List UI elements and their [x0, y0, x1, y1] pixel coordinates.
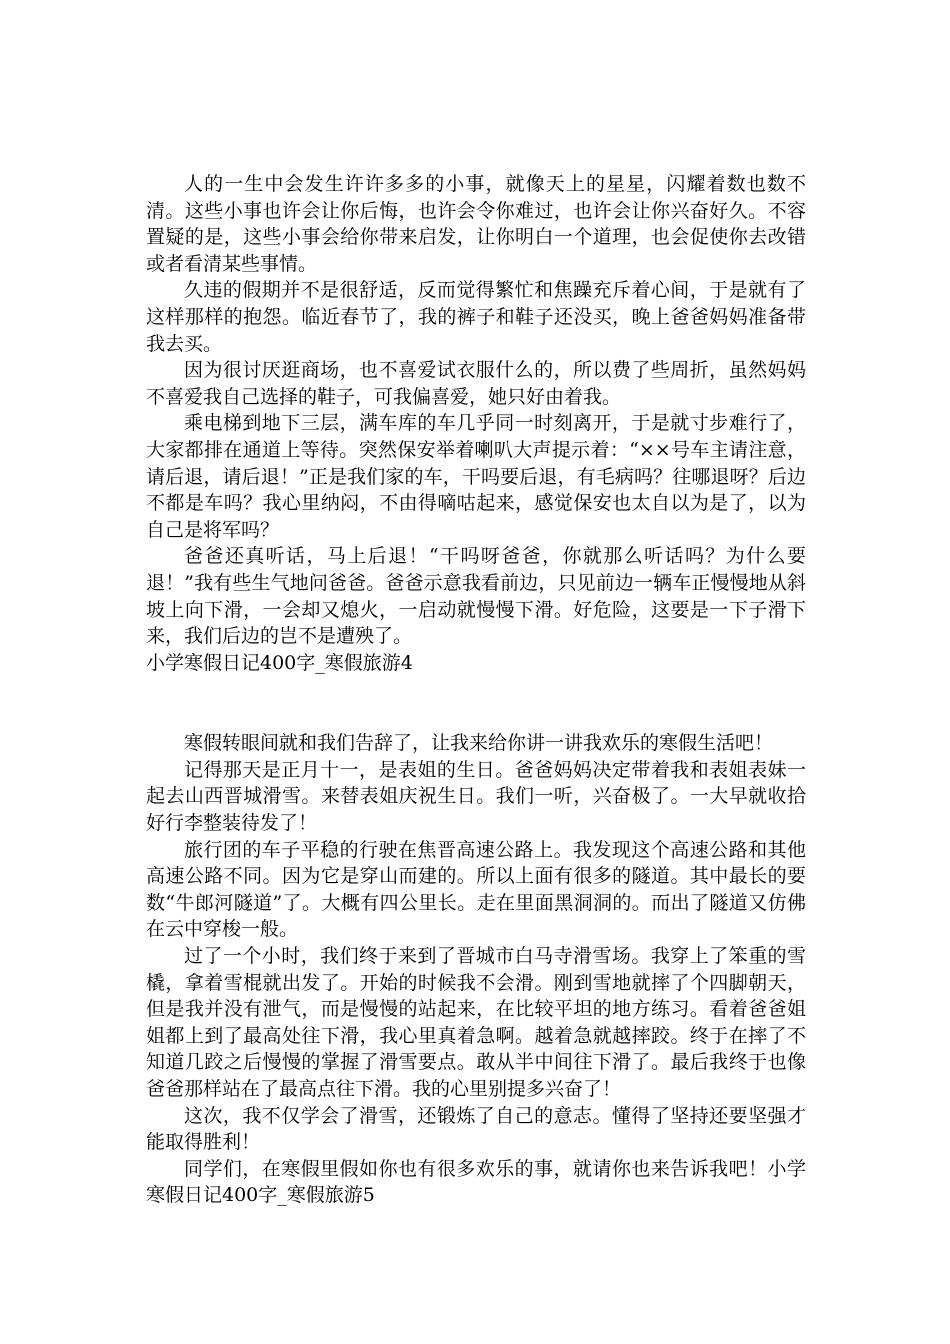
paragraph-with-title — [146, 1156, 806, 1209]
paragraph: 久违的假期并不是很舒适，反而觉得繁忙和焦躁充斥着心间，于是就有了这样那样的抱怨。临近春节了，我的裤子和鞋子还没买，晚上爸爸妈妈准备带我去买。 — [146, 279, 806, 355]
paragraph: 旅行团的车子平稳的行驶在焦晋高速公路上。我发现这个高速公路和其他高速公路不同。因为它是穿山而建的。所以上面有很多的隧道。其中最长的要数“牛郎河隧道”了。大概有四公里长。走在里面黑洞洞的。而出了隧道又仿佛在云中穿梭一般。 — [146, 838, 806, 941]
document-body — [146, 171, 806, 1209]
paragraph: 寒假转眼间就和我们告辞了，让我来给你讲一讲我欢乐的寒假生活吧！ — [184, 732, 774, 755]
paragraph: 爸爸还真听话，马上后退！“干吗呀爸爸，你就那么听话吗？为什么要退！”我有些生气地问爸爸。爸爸示意我看前边，只见前边一辆车正慢慢地从斜坡上向下滑，一会却又熄火，一启动就慢慢下滑。好危险，这要是一下子滑下来，我们后边的岂不是遭殃了。 — [146, 545, 806, 648]
paragraph: 人的一生中会发生许许多多的小事，就像天上的星星，闪耀着数也数不清。这些小事也许会让你后悔，也许会令你难过，也许会让你兴奋好久。不容置疑的是，这些小事会给你带来启发，让你明白一个道理，也会促使你去改错或者看清某些事情。 — [146, 173, 806, 275]
paragraph: 记得那天是正月十一，是表姐的生日。爸爸妈妈决定带着我和表姐表妹一起去山西晋城滑雪。来替表姐庆祝生日。我们一听，兴奋极了。一大早就收拾好行李整装待发了！ — [146, 758, 806, 835]
section-title: 小学寒假日记400字_寒假旅游5 — [146, 1157, 806, 1207]
section-gap — [146, 676, 806, 730]
paragraph-text: 同学们，在寒假里假如你也有很多欢乐的事，就请你也来告诉我吧！ — [184, 1157, 768, 1180]
paragraph: 因为很讨厌逛商场，也不喜爱试衣服什么的，所以费了些周折，虽然妈妈不喜爱我自己选择的鞋子，可我偏喜爱，她只好由着我。 — [146, 359, 806, 408]
section-title: 小学寒假日记400字_寒假旅游4 — [146, 651, 413, 674]
paragraph: 乘电梯到地下三层，满车库的车几乎同一时刻离开，于是就寸步难行了，大家都排在通道上等待。突然保安举着喇叭大声提示着：“××号车主请注意，请后退，请后退！”正是我们家的车，干吗要后退，有毛病吗？往哪退呀？后边不都是车吗？我心里纳闷，不由得嘀咕起来，感觉保安也太自以为是了，以为自己是将军吗？ — [146, 412, 806, 541]
paragraph: 这次，我不仅学会了滑雪，还锻炼了自己的意志。懂得了坚持还要坚强才能取得胜利！ — [146, 1104, 806, 1154]
paragraph: 过了一个小时，我们终于来到了晋城市白马寺滑雪场。我穿上了笨重的雪橇，拿着雪棍就出发了。开始的时候我不会滑。刚到雪地就摔了个四脚朝天，但是我并没有泄气，而是慢慢的站起来，在比较平坦的地方练习。看着爸爸姐姐都上到了最高处往下滑，我心里真着急啊。越着急就越摔跤。终于在摔了不知道几跤之后慢慢的掌握了滑雪要点。敢从半中间往下滑了。最后我终于也像爸爸那样站在了最高点往下滑。我的心里别提多兴奋了！ — [146, 945, 806, 1100]
